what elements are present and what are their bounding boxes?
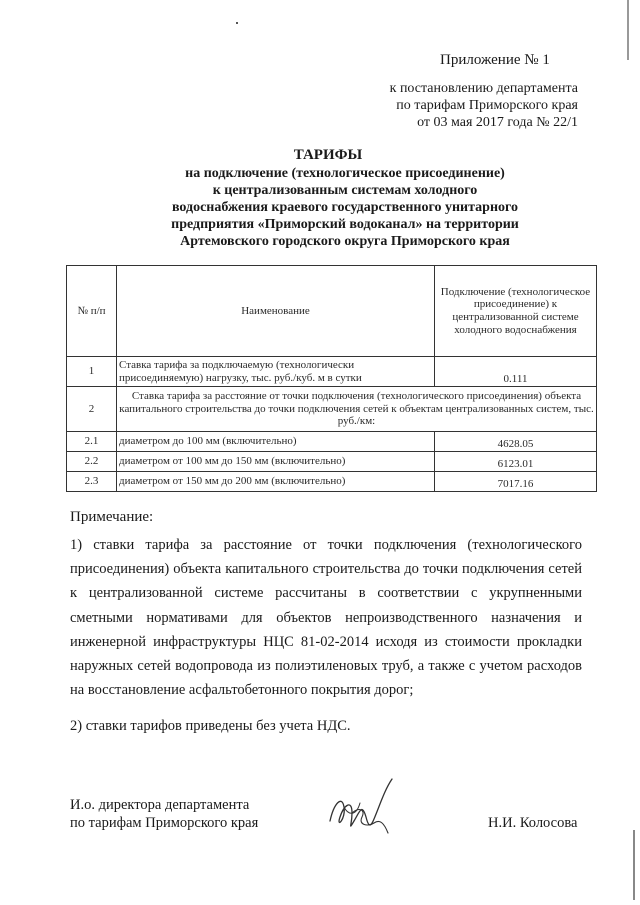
row-name: диаметром до 100 мм (включительно) (117, 432, 435, 452)
row-value: 4628.05 (435, 432, 597, 452)
document-title: ТАРИФЫ (293, 147, 363, 163)
row-num: 2.2 (67, 452, 117, 472)
scan-speck (236, 22, 238, 24)
row-name: Ставка тарифа за расстояние от точки подключения (технологического присоединения) объекта капитального строительства до точки подключения сетей к объектам централизованных систем, тыс. руб./км: (117, 387, 597, 432)
signer-name: Н.И. Колосова (488, 815, 578, 831)
resolution-line: к постановлению департамента (389, 81, 578, 96)
subtitle-line: к централизованным системам холодного (212, 183, 478, 198)
resolution-date-line: от 03 мая 2017 года № 22/1 (417, 115, 578, 130)
signer-position-line: И.о. директора департамента (70, 797, 250, 813)
row-num: 2.1 (67, 432, 117, 452)
header-name: Наименование (117, 266, 435, 357)
row-num: 1 (67, 357, 117, 387)
table-header-row (67, 266, 597, 357)
row-name: диаметром от 100 мм до 150 мм (включительно) (117, 452, 435, 472)
appendix-label: Приложение № 1 (440, 52, 550, 68)
subtitle-line: на подключение (технологическое присоединение) (185, 166, 505, 181)
row-value: 0.111 (435, 357, 597, 387)
note-item-2: 2) ставки тарифов приведены без учета НДС. (70, 718, 351, 734)
resolution-line: по тарифам Приморского края (396, 98, 578, 113)
row-name: Ставка тарифа за подключаемую (технологически присоединяемую) нагрузку, тыс. руб./куб. м в сутки (117, 357, 435, 387)
notes-heading: Примечание: (70, 509, 154, 525)
note-item-1: 1) ставки тарифа за расстояние от точки подключения (технологического присоединения) объекта капитального строительства до точки подключения сетей к централизованной системе рассчитаны в соответствии с укрупненными сметными нормативами для объектов непроизводственного назначения и инженерной инфраструктуры НЦС 81-02-2014 исходя из стоимости прокладки наружных сетей водопровода из полиэтиленовых труб, а также с учетом расходов на восстановление асфальтобетонного покрытия дорог; (70, 537, 582, 699)
table-row (67, 432, 597, 452)
table-row (67, 357, 597, 387)
subtitle-line: водоснабжения краевого государственного унитарного (171, 200, 519, 215)
subtitle-line: предприятия «Приморский водоканал» на территории (171, 217, 519, 232)
header-value: Подключение (технологическое присоединение) к централизованной системе холодного водоснабжения (435, 266, 597, 357)
handwritten-signature (322, 773, 412, 843)
table-row (67, 452, 597, 472)
row-num: 2.3 (67, 472, 117, 492)
row-name: диаметром от 150 мм до 200 мм (включительно) (117, 472, 435, 492)
table-row (67, 472, 597, 492)
row-value: 6123.01 (435, 452, 597, 472)
table-row (67, 387, 597, 432)
tariff-table (66, 265, 597, 492)
signer-position-line: по тарифам Приморского края (70, 815, 259, 831)
row-value: 7017.16 (435, 472, 597, 492)
header-num: № п/п (67, 266, 117, 357)
scan-edge-mark (633, 830, 635, 900)
scan-edge-mark (627, 0, 629, 60)
subtitle-line: Артемовского городского округа Приморского края (180, 234, 510, 249)
row-num: 2 (67, 387, 117, 432)
